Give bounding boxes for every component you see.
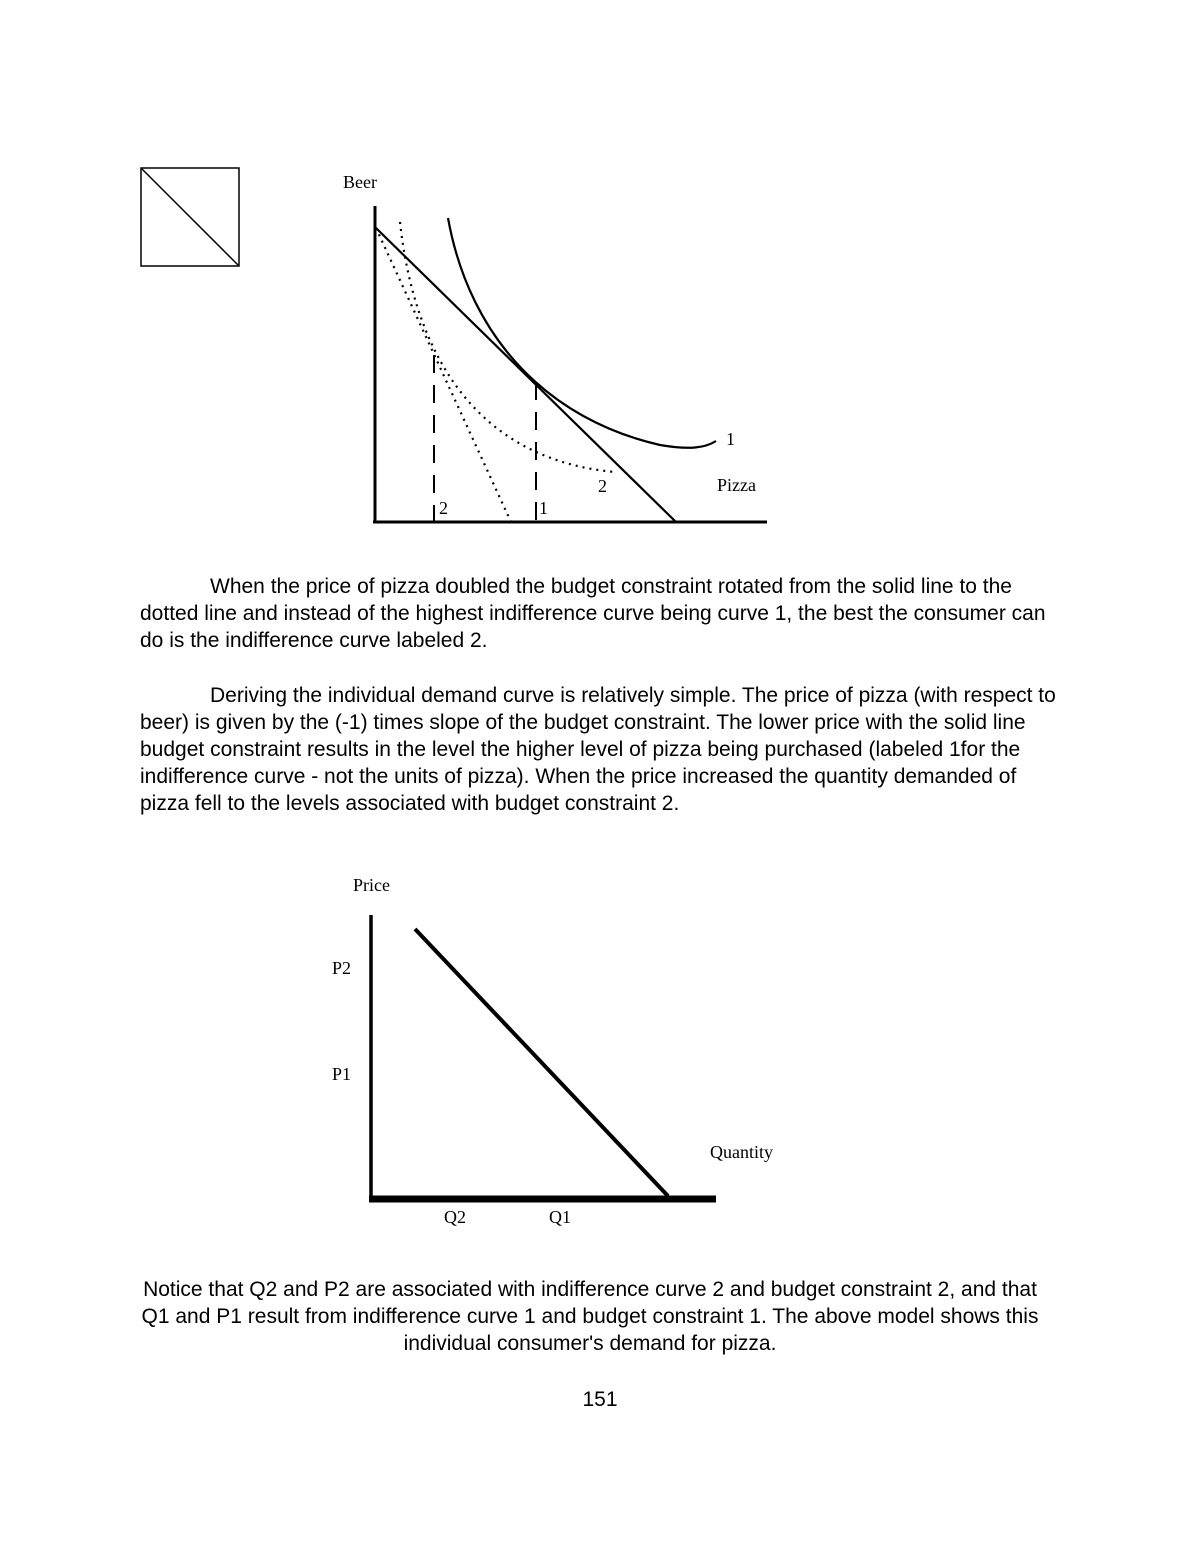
demand-chart bbox=[320, 865, 800, 1245]
indifference-chart bbox=[330, 160, 790, 540]
quantity-axis-label: Quantity bbox=[710, 1142, 773, 1162]
marker-q2-label: 2 bbox=[439, 498, 448, 518]
paragraph-3: Notice that Q2 and P2 are associated with indifference curve 2 and budget constraint 2, and that Q1 and P1 result from indifference curve 1 and budget constraint 1. The above model shows this individual consumer's demand for pizza. bbox=[141, 1278, 1039, 1355]
tick-p1-label: P1 bbox=[332, 1064, 352, 1084]
indifference-curve-2 bbox=[400, 222, 615, 472]
page-number: 151 bbox=[582, 1388, 618, 1411]
paragraph-2 bbox=[140, 682, 1070, 817]
demand-curve bbox=[415, 929, 668, 1196]
budget-constraint-1 bbox=[376, 228, 676, 522]
price-axis-label: Price bbox=[353, 875, 390, 895]
curve-2-label: 2 bbox=[598, 476, 607, 496]
tick-q2-label: Q2 bbox=[444, 1207, 466, 1227]
tick-q1-label: Q1 bbox=[549, 1207, 571, 1227]
x-axis-label: Pizza bbox=[717, 475, 756, 495]
diagonal-box-icon bbox=[140, 167, 242, 269]
paragraph-1 bbox=[140, 573, 1070, 654]
y-axis-label: Beer bbox=[343, 172, 377, 192]
marker-q1-label: 1 bbox=[539, 498, 548, 518]
curve-1-label: 1 bbox=[726, 429, 735, 449]
tick-p2-label: P2 bbox=[332, 958, 352, 978]
indifference-curve-1 bbox=[448, 218, 716, 448]
paragraph-1-text: When the price of pizza doubled the budget constraint rotated from the solid line to the dotted line and instead of the highest indifference curve being curve 1, the best the consumer can do is the indifference curve labeled 2. bbox=[140, 575, 1046, 652]
budget-constraint-2 bbox=[376, 228, 511, 522]
paragraph-2-text: Deriving the individual demand curve is relatively simple. The price of pizza (with respect to beer) is given by the (-1) times slope of the budget constraint. The lower price with the solid line budget constraint results in the level the higher level of pizza being purchased (labeled 1for the indifference curve - not the units of pizza). When the price increased the quantity demanded of pizza fell to the levels associated with budget constraint 2. bbox=[140, 684, 1056, 815]
